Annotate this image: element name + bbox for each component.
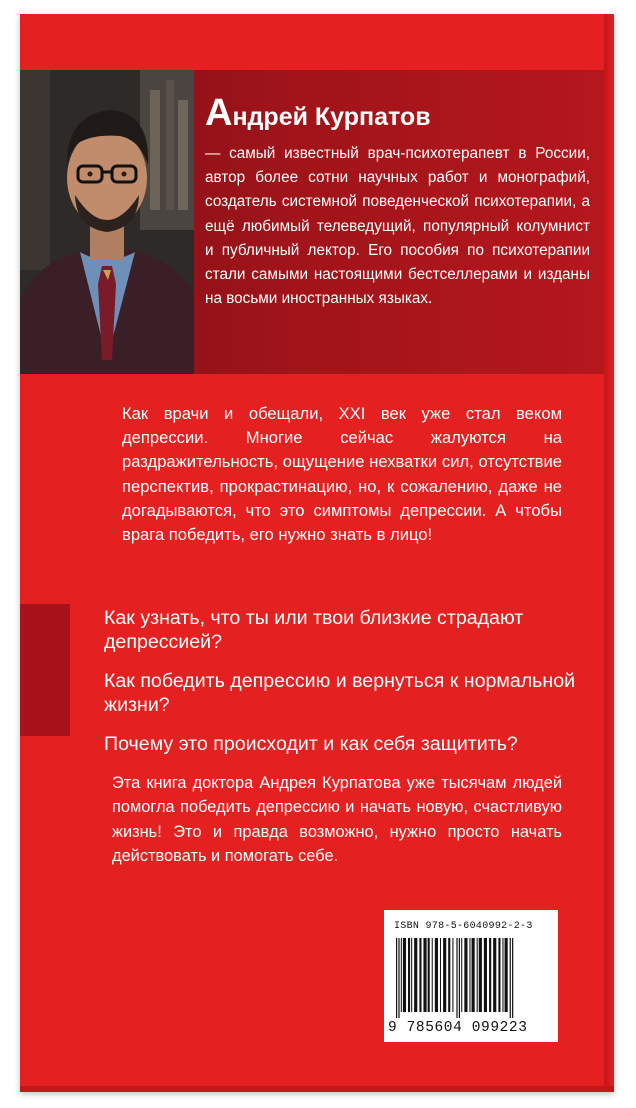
questions-list bbox=[104, 606, 594, 771]
author-name-initial: А bbox=[205, 92, 233, 134]
barcode-bar bbox=[435, 938, 438, 1012]
author-portrait-illustration bbox=[20, 70, 194, 374]
book-back-cover bbox=[20, 14, 614, 1092]
questions-marker bbox=[20, 604, 70, 736]
bottom-edge bbox=[20, 1086, 614, 1092]
barcode-bar bbox=[423, 938, 426, 1012]
barcode-bar bbox=[432, 938, 433, 1012]
barcode-bar bbox=[459, 938, 460, 1018]
author-name bbox=[205, 94, 590, 132]
barcode-bar bbox=[489, 938, 491, 1012]
barcode-bar bbox=[398, 938, 399, 1018]
barcode-bar bbox=[448, 938, 450, 1012]
barcode-bar bbox=[479, 938, 482, 1012]
author-name-rest: ндрей Курпатов bbox=[232, 103, 431, 131]
barcode-bar bbox=[510, 938, 511, 1018]
top-band bbox=[20, 14, 614, 70]
barcode-bar bbox=[456, 938, 457, 1018]
barcode-bar bbox=[472, 938, 475, 1012]
barcode-bar bbox=[461, 938, 462, 1012]
barcode-bars bbox=[396, 938, 546, 1018]
barcode-bar bbox=[493, 938, 496, 1012]
barcode-bar bbox=[505, 938, 508, 1012]
barcode-bar bbox=[440, 938, 441, 1012]
question-item: Как победить депрессию и вернуться к нормальной жизни? bbox=[104, 670, 576, 716]
barcode-bar bbox=[408, 938, 410, 1012]
intro-paragraph: Как врачи и обещали, XXI век уже стал веком депрессии. Многие сейчас жалуются на раздражительность, ощущение нехватки сил, отсутствие перспектив, прокрастинацию, но, к сожалению, даже не догадываются, что это симптомы депрессии. А чтобы врага победить, его нужно знать в лицо! bbox=[122, 404, 562, 545]
barcode-bar bbox=[452, 938, 453, 1012]
spine-edge bbox=[604, 14, 614, 1092]
barcode-digits: 9 785604 099223 bbox=[388, 1020, 528, 1036]
question-item: Как узнать, что ты или твои близкие страдают депрессией? bbox=[104, 607, 524, 653]
barcode-bar bbox=[411, 938, 412, 1012]
barcode-bar bbox=[419, 938, 421, 1012]
barcode-bar bbox=[498, 938, 500, 1012]
author-info bbox=[205, 94, 590, 311]
barcode-bar bbox=[428, 938, 430, 1012]
author-photo bbox=[20, 70, 194, 374]
barcode-bar bbox=[443, 938, 446, 1012]
isbn-label: ISBN 978-5-6040992-2-3 bbox=[394, 921, 533, 932]
barcode-bar bbox=[502, 938, 503, 1012]
barcode-bar bbox=[403, 938, 406, 1012]
question-item: Почему это происходит и как себя защитить? bbox=[104, 733, 518, 755]
barcode-bar bbox=[401, 938, 402, 1012]
author-bio: — самый известный врач-психотерапевт в России, автор более сотни научных работ и монографий, создатель системной поведенческой психотерапии, а ещё любимый телеведущий, популярный колумнист и публичный лектор. Его пособия по психотерапии стали самыми настоящими бестселлерами и изданы на восьми иностранных языках. bbox=[205, 145, 590, 308]
outro-paragraph: Эта книга доктора Андрея Курпатова уже тысячам людей помогла победить депрессию и начать новую, счастливую жизнь! Это и правда возможно, нужно просто начать действовать и помогать себе. bbox=[112, 774, 562, 866]
barcode-bar bbox=[484, 938, 487, 1012]
barcode-bar bbox=[477, 938, 478, 1012]
barcode-bar bbox=[512, 938, 513, 1018]
isbn-barcode bbox=[384, 910, 558, 1042]
barcode-bar bbox=[414, 938, 417, 1012]
barcode-bar bbox=[396, 938, 397, 1018]
author-panel bbox=[20, 70, 604, 374]
barcode-bar bbox=[464, 938, 467, 1012]
barcode-bar bbox=[469, 938, 470, 1012]
